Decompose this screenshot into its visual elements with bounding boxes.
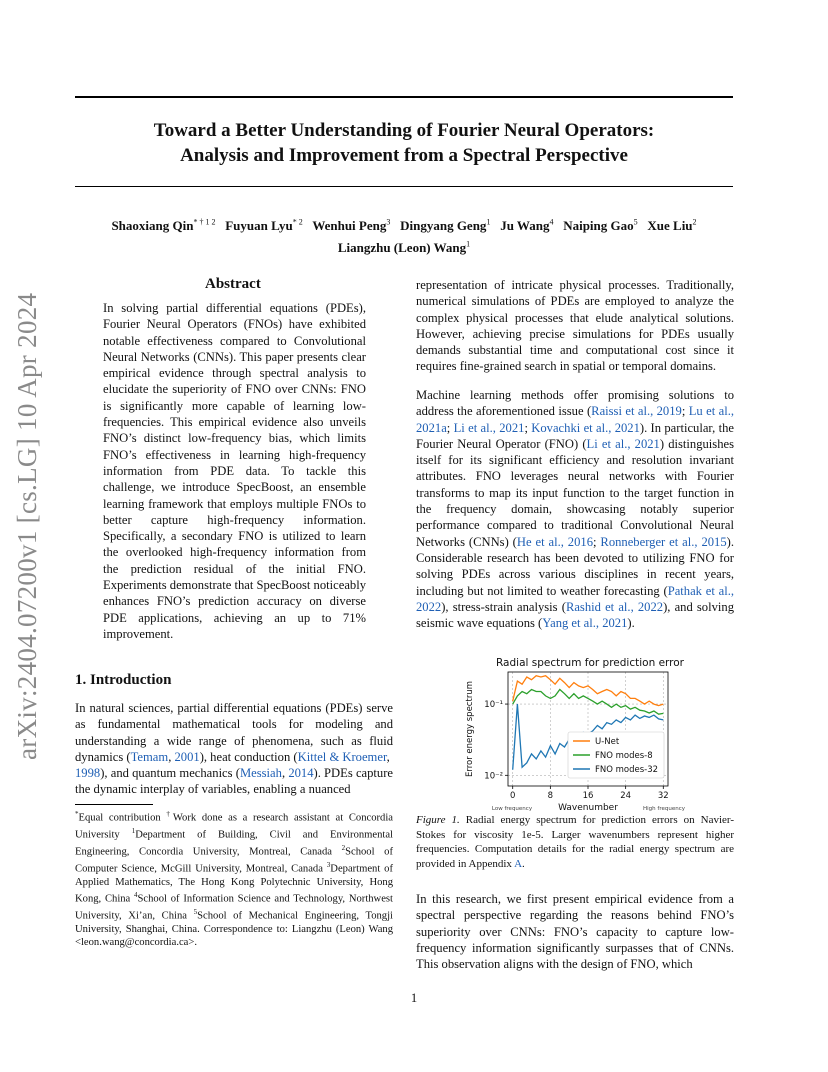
citation-link[interactable]: Kovachki et al., 2021 [531, 420, 640, 435]
citation-link[interactable]: Ronneberger et al., 2015 [600, 534, 727, 549]
citation-link[interactable]: Kittel & Kroemer [297, 749, 387, 764]
legend-label: FNO modes-8 [595, 751, 653, 761]
x-tick-label: 8 [547, 791, 554, 801]
citation-link[interactable]: Li et al., 2021 [453, 420, 525, 435]
intro-paragraph: In natural sciences, partial differential equations (PDEs) serve as fundamental mathematical tools for modeling and understanding a wide range of phenomena, such as fluid dynamics (Temam, 2001), heat conduction (Kittel & Kroemer, 1998), and quantum mechanics (Messiah, 2014). PDEs capture the dynamic interplay of variables, enabling a nuanced [75, 701, 394, 797]
radial-spectrum-chart [460, 652, 720, 812]
title-line-1: Toward a Better Understanding of Fourier Neural Operators: [153, 120, 655, 141]
x-tick-label: 32 [657, 791, 669, 801]
abstract-heading: Abstract [205, 276, 261, 292]
citation-link[interactable]: Lu et al., 2021a [416, 404, 734, 435]
footnote-rule [75, 804, 153, 805]
citation-link[interactable]: Temam [130, 749, 169, 764]
x-tick-label: 16 [582, 791, 594, 801]
citation-link[interactable]: Li et al., 2021 [586, 436, 660, 451]
y-axis-label: Error energy spectrum [465, 681, 475, 777]
paper-title [75, 118, 733, 168]
x-low-label: Low frequency [491, 806, 533, 812]
title-rule-top [75, 96, 733, 98]
x-high-label: High frequency [643, 806, 685, 812]
citation-link[interactable]: Yang et al., 2021 [542, 616, 628, 631]
x-tick-label: 24 [620, 791, 632, 801]
section-heading: 1. Introduction [75, 672, 172, 688]
right-paragraph-3: In this research, we first present empirical evidence from a spectral perspective regarding the reasons behind FNO’s superiority over CNNs: FNO’s capacity to capture low-frequency information significantly surpasses that of CNNs. This observation aligns with the design of FNO, which [416, 892, 734, 972]
x-axis-label: Wavenumber [558, 803, 618, 812]
legend-label: U-Net [595, 737, 620, 747]
citation-link[interactable]: 1998 [75, 766, 101, 781]
right-paragraph-2: Machine learning methods offer promising solutions to address the aforementioned issue (Raissi et al., 2019; Lu et al., 2021a; Li et al., 2021; Kovachki et al., 2021). In particular, the Fourier Neural Operator (FNO) (Li et al., 2021) distinguishes itself for its significant efficiency and resolution invariant attributes. FNO leverages neural networks with Fourier transforms to map its input function to the target function in the frequency domain, showcasing notably superior performance compared to traditional Convolutional Neural Networks (CNNs) (He et al., 2016; Ronneberger et al., 2015). Considerable research has been devoted to utilizing FNO for solving PDEs across various disciplines in recent years, including but not limited to weather forecasting (Pathak et al., 2022), stress-strain analysis (Rashid et al., 2022), and solving seismic wave equations (Yang et al., 2021). [416, 388, 734, 631]
citation-link[interactable]: 2001 [174, 749, 200, 764]
x-tick-label: 0 [509, 791, 516, 801]
appendix-link[interactable]: A [514, 857, 523, 870]
page-number: 1 [410, 991, 418, 1005]
footnote: *Equal contribution †Work done as a research assistant at Concordia University $^1$Department of Building, Civil and Environmental Engineering, Concordia University, Montreal, Canada $^2$School of Computer Science, McGill University, Montreal, Canada $^3$Department of Applied Mathematics, The Hong Kong Polytechnic University, Hong Kong, China $^4$School of Information Science and Technology, Northwest University, Xi’an, China $^5$School of Mechanical Engineering, Tongji University, Shanghai, China. Correspondence to: Liangzhu (Leon) Wang <leon.wang@concordia.ca>. [75, 810, 394, 949]
right-paragraph-1: representation of intricate physical processes. Traditionally, numerical simulations of PDEs are employed to analyze the complex physical processes that elude analytical solutions. However, achieving precise simulations for PDEs usually demands substantial time and computational cost since it requires fine-grained search in spatial or temporal domains. [416, 278, 734, 374]
figure-caption: Figure 1. Radial energy spectrum for prediction errors on Navier-Stokes for viscosity 1e-5. Larger wavenumbers represent higher frequencies. Computation details for the radial energy spectrum are provided in Appendix A. [416, 814, 734, 870]
author: Dingyang Geng$^1$ [400, 218, 491, 234]
author: Wenhui Peng$^3$ [312, 218, 391, 234]
citation-link[interactable]: 2014 [288, 766, 314, 781]
author: Liangzhu (Leon) Wang$^1$ [337, 239, 471, 255]
title-rule-bottom [75, 186, 733, 187]
author: Naiping Gao$^5$ [563, 218, 638, 234]
citation-link[interactable]: Messiah [239, 766, 282, 781]
arxiv-stamp: arXiv:2404.07200v1 [cs.LG] 10 Apr 2024 [12, 292, 42, 760]
y-tick-label: 10⁻¹ [484, 700, 503, 711]
author-list [75, 214, 733, 257]
title-line-2: Analysis and Improvement from a Spectral Perspective [180, 145, 628, 166]
author: Fuyuan Lyu$^{* 2}$ [225, 218, 303, 234]
author: Xue Liu$^2$ [647, 218, 697, 234]
abstract-text: In solving partial differential equations (PDEs), Fourier Neural Operators (FNOs) have exhibited notable effectiveness compared to Convolutional Neural Networks (CNNs). This paper presents clear empirical evidence through spectral analysis to elucidate the superiority of FNO over CNNs: FNO is significantly more capable of learning low-frequencies. This empirical evidence also unveils FNO’s distinct low-frequency bias, which limits FNO’s effectiveness in learning high-frequency information from PDE data. To tackle this challenge, we introduce SpecBoost, an ensemble learning framework that employs multiple FNOs to better capture high-frequency information. Specifically, a secondary FNO is utilized to learn the overlooked high-frequency information from the prediction residual of the initial FNO. Experiments demonstrate that SpecBoost noticeably enhances FNO’s prediction accuracy on diverse PDE applications, achieving an up to 71% improvement. [103, 301, 367, 641]
legend-label: FNO modes-32 [595, 765, 659, 775]
chart-title: Radial spectrum for prediction error [495, 657, 685, 669]
y-tick-label: 10⁻² [484, 771, 503, 782]
citation-link[interactable]: Rashid et al., 2022 [565, 599, 664, 614]
citation-link[interactable]: Pathak et al., 2022 [416, 583, 734, 614]
citation-link[interactable]: Raissi et al., 2019 [591, 404, 682, 419]
citation-link[interactable]: He et al., 2016 [516, 534, 593, 549]
author: Ju Wang$^4$ [500, 218, 554, 234]
author: Shaoxiang Qin$^{* \dagger 1 2}$ [111, 218, 216, 234]
